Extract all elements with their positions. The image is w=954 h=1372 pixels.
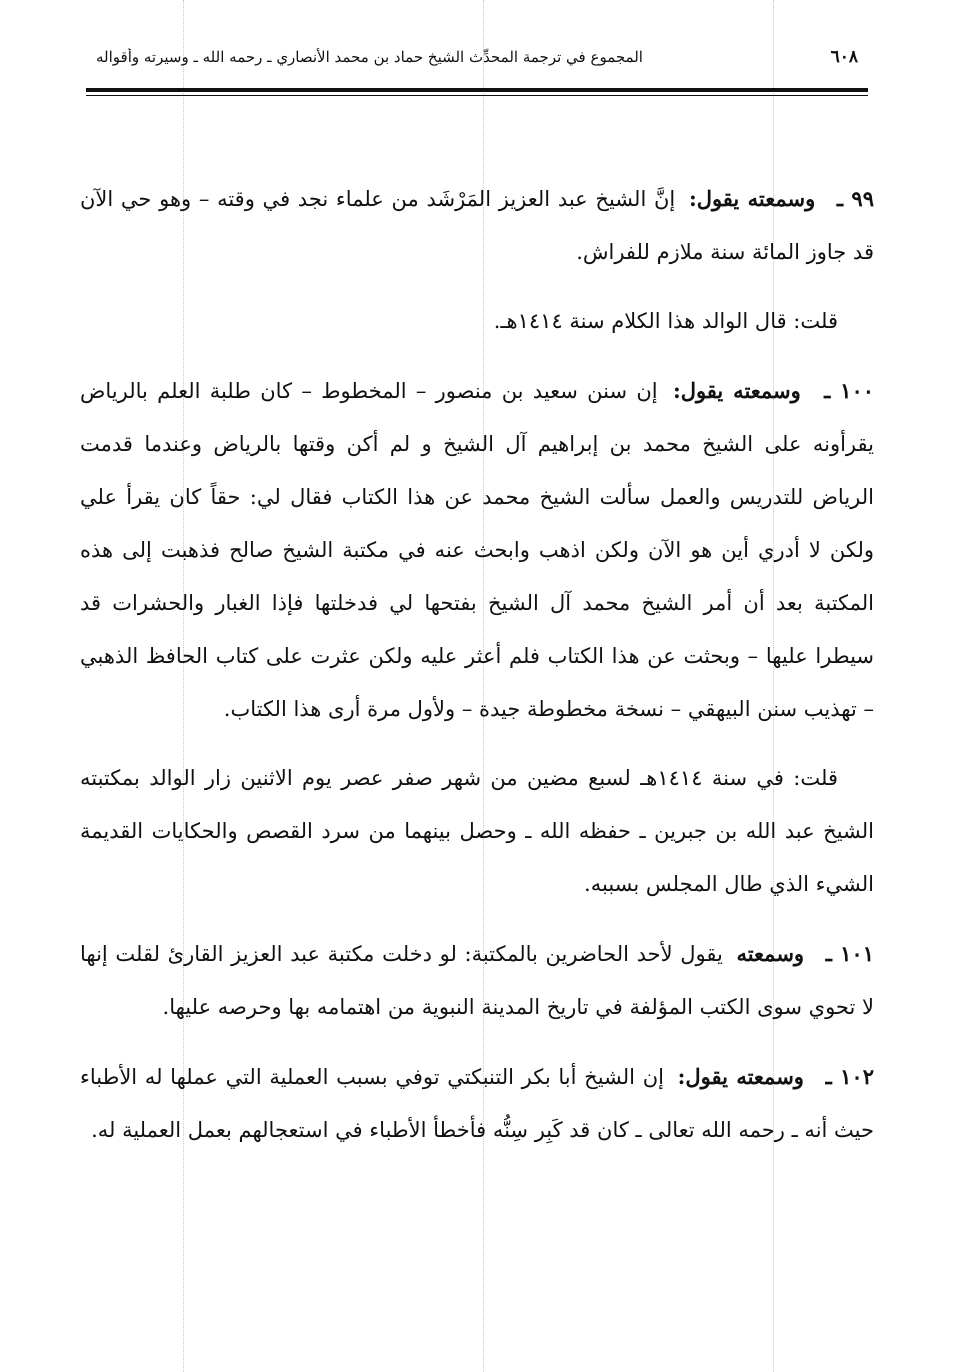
item-text: يقول لأحد الحاضرين بالمكتبة: لو دخلت مكتبة عبد العزيز القارئ لقلت إنها لا تحوي سوى الكتب المؤلفة في تاريخ المدينة النبوية من اهتمامه بها وحرصه عليها.	[80, 942, 874, 1019]
paragraph-100	[80, 364, 874, 736]
paragraph-99	[80, 172, 874, 279]
paragraph-102	[80, 1050, 874, 1157]
note-text: قلت: في سنة ١٤١٤هـ لسبع مضين من شهر صفر عصر يوم الاثنين زار الوالد بمكتبته الشيخ عبد الله بن جبرين ـ حفظه الله ـ وحصل بينهما من سرد القصص والحكايات القديمة الشيء الذي طال المجلس بسببه.	[80, 766, 874, 896]
running-title: المجموع في ترجمة المحدِّث الشيخ حماد بن محمد الأنصاري ـ رحمه الله ـ وسيرته وأقواله	[96, 48, 643, 66]
item-number: ١٠٢ ـ	[825, 1064, 874, 1089]
note-text: قلت: قال الوالد هذا الكلام سنة ١٤١٤هـ.	[493, 309, 838, 333]
item-lead: وسمعته يقول:	[672, 378, 801, 403]
item-lead: وسمعته	[736, 941, 805, 966]
item-number: ١٠٠ ـ	[824, 378, 875, 403]
running-header	[96, 42, 858, 72]
item-text: إن سنن سعيد بن منصور – المخطوط – كان طلبة العلم بالرياض يقرأونه على الشيخ محمد بن إبراهيم آل الشيخ و لم أكن وقتها بالرياض وعندما قدمت الرياض للتدريس والعمل سألت الشيخ محمد عن هذا الكتاب فقال لي: حقاً كان يقرأ علي ولكن لا أدري أين هو الآن ولكن اذهب وابحث عنه في مكتبة الشيخ صالح فذهبت إلى هذه المكتبة بعد أن أمر الشيخ محمد آل الشيخ بفتحها لي فدخلتها فإذا الغبار والحشرات قد سيطرا عليها – وبحثت عن هذا الكتاب فلم أعثر عليه ولكن عثرت على كتاب الحافظ الذهبي – تهذيب سنن البيهقي – نسخة مخطوطة جيدة – ولأول مرة أرى هذا الكتاب.	[80, 379, 874, 721]
item-text: إنَّ الشيخ عبد العزيز المَرْشَد من علماء نجد في وقته – وهو حي الآن قد جاوز المائة سنة ملازم للفراش.	[80, 187, 874, 264]
page-number: ٦٠٨	[830, 47, 858, 67]
paragraph-101	[80, 927, 874, 1034]
header-rule-thin	[86, 95, 868, 96]
note-paragraph	[80, 752, 874, 911]
note-paragraph	[80, 295, 874, 348]
item-text: إن الشيخ أبا بكر التنبكتي توفي بسبب العملية التي عملها له الأطباء حيث أنه ـ رحمه الله تعالى ـ كان قد كَبِر سِنُّه فأخطأ الأطباء في استعجالهم بعمل العملية له.	[80, 1065, 874, 1142]
item-lead: وسمعته يقول:	[677, 1064, 804, 1089]
item-number: ١٠١ ـ	[825, 941, 874, 966]
item-lead: وسمعته يقول:	[688, 186, 816, 211]
item-number: ٩٩ ـ	[836, 186, 874, 211]
page-body	[80, 172, 874, 1173]
header-rule-thick	[86, 88, 868, 92]
